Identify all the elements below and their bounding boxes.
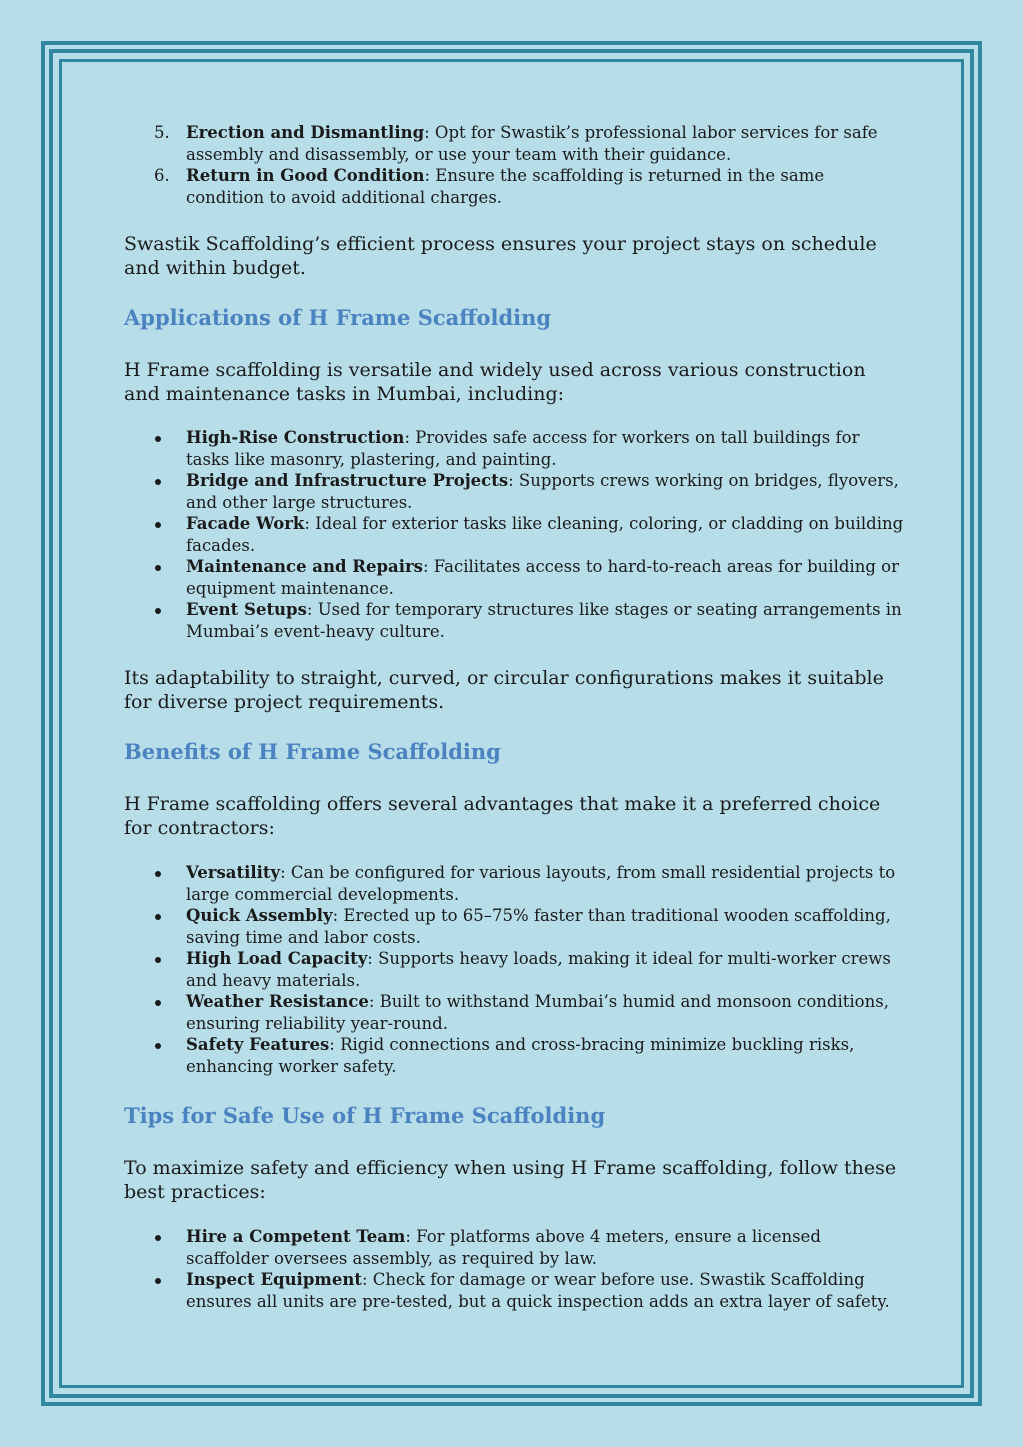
list-item-text: : Can be configured for various layouts, from small residential projects to large commercial developments. bbox=[186, 863, 896, 904]
tips-list bbox=[124, 1226, 904, 1312]
applications-outro: Its adaptability to straight, curved, or circular configurations makes it suitable for diverse project requirements. bbox=[124, 667, 884, 713]
list-item bbox=[124, 1034, 904, 1077]
benefits-list bbox=[124, 862, 904, 1077]
list-item bbox=[124, 991, 904, 1034]
list-number: 5. bbox=[154, 123, 170, 142]
bullet-icon bbox=[155, 436, 161, 442]
tips-heading: Tips for Safe Use of H Frame Scaffolding bbox=[124, 1103, 606, 1128]
list-item bbox=[124, 599, 904, 642]
bullet-icon bbox=[155, 1278, 161, 1284]
list-item bbox=[124, 122, 904, 165]
list-item bbox=[124, 470, 904, 513]
list-item-text: : Facilitates access to hard-to-reach areas for building or equipment maintenance. bbox=[186, 557, 899, 598]
list-item bbox=[124, 905, 904, 948]
list-item bbox=[124, 165, 904, 208]
list-item bbox=[124, 1269, 904, 1312]
list-item-term: Inspect Equipment bbox=[186, 1270, 362, 1289]
list-item bbox=[124, 513, 904, 556]
list-item-text: : Supports crews working on bridges, flyovers, and other large structures. bbox=[186, 471, 899, 512]
list-item-text: : Erected up to 65–75% faster than traditional wooden scaffolding, saving time and labor costs. bbox=[186, 906, 891, 947]
document-content bbox=[124, 122, 904, 1312]
list-item-term: Safety Features bbox=[186, 1035, 330, 1054]
bullet-icon bbox=[155, 1000, 161, 1006]
list-item-term: Maintenance and Repairs bbox=[186, 557, 423, 576]
list-item bbox=[124, 862, 904, 905]
benefits-heading: Benefits of H Frame Scaffolding bbox=[124, 739, 501, 764]
applications-list bbox=[124, 427, 904, 642]
bullet-icon bbox=[155, 1043, 161, 1049]
list-item-term: High Load Capacity bbox=[186, 949, 368, 968]
process-steps-list bbox=[124, 122, 904, 208]
bullet-icon bbox=[155, 914, 161, 920]
bullet-icon bbox=[155, 522, 161, 528]
list-item-text: : Used for temporary structures like stages or seating arrangements in Mumbai’s event-heavy culture. bbox=[186, 600, 902, 641]
list-item-term: Return in Good Condition bbox=[186, 166, 425, 185]
list-item-text: : Provides safe access for workers on tall buildings for tasks like masonry, plastering, and painting. bbox=[186, 428, 860, 469]
list-item-text: : Supports heavy loads, making it ideal for multi-worker crews and heavy materials. bbox=[186, 949, 891, 990]
list-number: 6. bbox=[154, 166, 170, 185]
list-item-text: : Ensure the scaffolding is returned in the same condition to avoid additional charges. bbox=[186, 166, 825, 207]
applications-heading: Applications of H Frame Scaffolding bbox=[124, 305, 552, 330]
list-item-term: Versatility bbox=[186, 863, 281, 882]
list-item bbox=[124, 556, 904, 599]
list-item-text: : For platforms above 4 meters, ensure a licensed scaffolder oversees assembly, as required by law. bbox=[186, 1227, 821, 1268]
list-item-text: : Ideal for exterior tasks like cleaning, coloring, or cladding on building facades. bbox=[186, 514, 904, 555]
list-item-term: Quick Assembly bbox=[186, 906, 333, 925]
list-item-term: Hire a Competent Team bbox=[186, 1227, 406, 1246]
bullet-icon bbox=[155, 479, 161, 485]
process-paragraph: Swastik Scaffolding’s efficient process ensures your project stays on schedule and within budget. bbox=[124, 233, 877, 279]
bullet-icon bbox=[155, 957, 161, 963]
list-item-term: Event Setups bbox=[186, 600, 307, 619]
list-item-term: Weather Resistance bbox=[186, 992, 369, 1011]
list-item-term: Erection and Dismantling bbox=[186, 123, 425, 142]
bullet-icon bbox=[155, 871, 161, 877]
list-item-text: : Built to withstand Mumbai’s humid and monsoon conditions, ensuring reliability year-round. bbox=[186, 992, 889, 1033]
list-item bbox=[124, 427, 904, 470]
list-item bbox=[124, 1226, 904, 1269]
applications-intro: H Frame scaffolding is versatile and widely used across various construction and maintenance tasks in Mumbai, including: bbox=[124, 359, 866, 405]
bullet-icon bbox=[155, 565, 161, 571]
benefits-intro: H Frame scaffolding offers several advantages that make it a preferred choice for contractors: bbox=[124, 793, 881, 839]
list-item-term: Facade Work bbox=[186, 514, 305, 533]
list-item-term: High-Rise Construction bbox=[186, 428, 405, 447]
tips-intro: To maximize safety and efficiency when using H Frame scaffolding, follow these best practices: bbox=[124, 1157, 897, 1203]
bullet-icon bbox=[155, 1235, 161, 1241]
bullet-icon bbox=[155, 608, 161, 614]
list-item-text: : Check for damage or wear before use. Swastik Scaffolding ensures all units are pre-tested, but a quick inspection adds an extra layer of safety. bbox=[186, 1270, 890, 1311]
list-item bbox=[124, 948, 904, 991]
list-item-term: Bridge and Infrastructure Projects bbox=[186, 471, 509, 490]
list-item-text: : Rigid connections and cross-bracing minimize buckling risks, enhancing worker safety. bbox=[186, 1035, 855, 1076]
list-item-text: : Opt for Swastik’s professional labor services for safe assembly and disassembly, or use your team with their guidance. bbox=[186, 123, 878, 164]
